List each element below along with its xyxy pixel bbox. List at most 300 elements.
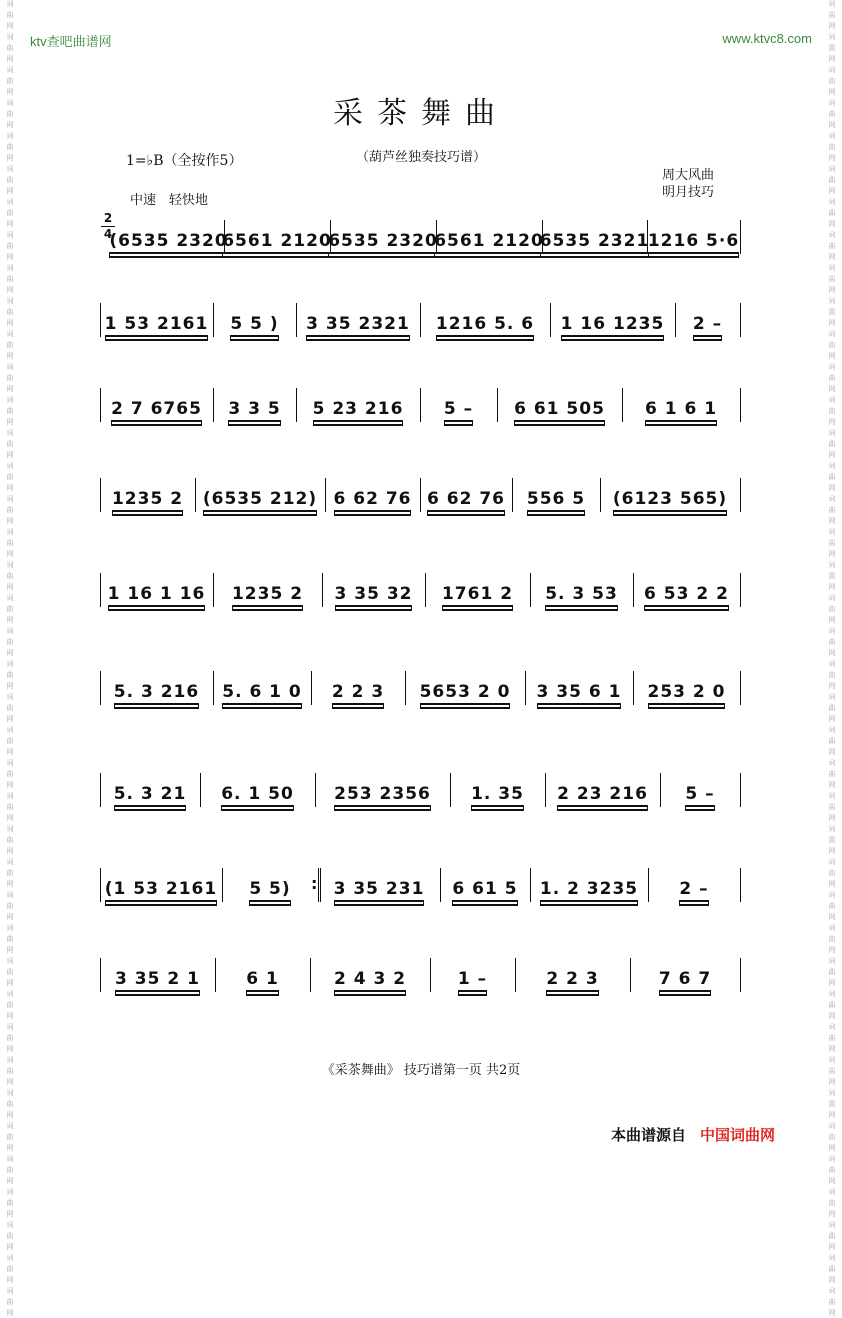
measure-notes: 3 35 6 1 — [537, 682, 622, 705]
measure-notes: 6 61 5 — [452, 879, 517, 902]
measure-notes: 6. 1 50 — [221, 784, 294, 807]
watermark-char: 曲 — [6, 770, 14, 778]
measure — [315, 663, 401, 723]
watermark-char: 网 — [6, 88, 14, 96]
watermark-char: 词 — [6, 1089, 14, 1097]
watermark-char: 网 — [828, 451, 836, 459]
measure-notes: (6535 212) — [203, 489, 317, 512]
watermark-char: 曲 — [828, 836, 836, 844]
staff-line-4 — [0, 470, 842, 530]
watermark-char: 曲 — [6, 374, 14, 382]
measure-notes: 1 – — [458, 969, 487, 992]
watermark-char: 词 — [6, 858, 14, 866]
measure-notes: 6 1 6 1 — [645, 399, 717, 422]
measure — [554, 295, 671, 355]
watermark-char: 曲 — [6, 869, 14, 877]
watermark-char: 词 — [6, 363, 14, 371]
watermark-char: 曲 — [6, 737, 14, 745]
bar-line — [530, 868, 531, 902]
tempo-marking: 中速 轻快地 — [130, 193, 209, 208]
watermark-char: 词 — [828, 1221, 836, 1229]
watermark-char: 曲 — [828, 11, 836, 19]
measure — [104, 663, 209, 723]
watermark-char: 网 — [6, 682, 14, 690]
watermark-char: 网 — [6, 1111, 14, 1119]
watermark-char: 曲 — [828, 440, 836, 448]
measure — [217, 663, 307, 723]
watermark-char: 词 — [828, 561, 836, 569]
measure-notes: 3 35 2321 — [306, 314, 410, 337]
bar-line — [440, 868, 441, 902]
measure-notes: 6 61 505 — [514, 399, 605, 422]
watermark-char: 词 — [6, 1254, 14, 1262]
measure — [534, 565, 629, 625]
measure-notes: 2 – — [693, 314, 722, 337]
measure — [217, 380, 292, 440]
bar-line — [100, 388, 101, 422]
watermark-char: 网 — [828, 550, 836, 558]
measure — [679, 295, 736, 355]
watermark-char: 网 — [828, 352, 836, 360]
staff-line-6 — [0, 663, 842, 723]
watermark-char: 曲 — [828, 242, 836, 250]
watermark-char: 曲 — [6, 1034, 14, 1042]
measure-notes: 5 – — [685, 784, 714, 807]
watermark-char: 词 — [6, 561, 14, 569]
measure-notes: 7 6 7 — [659, 969, 711, 992]
watermark-char: 网 — [828, 781, 836, 789]
watermark-char: 曲 — [828, 539, 836, 547]
watermark-char: 网 — [6, 319, 14, 327]
measure-notes: 5 – — [444, 399, 473, 422]
watermark-char: 曲 — [6, 605, 14, 613]
measure-notes: 1. 35 — [471, 784, 524, 807]
watermark-char: 曲 — [6, 1199, 14, 1207]
watermark-char: 曲 — [828, 506, 836, 514]
staff-line-9 — [0, 950, 842, 1010]
time-sig-bottom: 4 — [103, 227, 113, 241]
watermark-char: 词 — [6, 231, 14, 239]
watermark-char: 曲 — [828, 1199, 836, 1207]
bar-line — [315, 773, 316, 807]
bar-line — [100, 773, 101, 807]
watermark-char: 网 — [6, 154, 14, 162]
watermark-char: 词 — [828, 792, 836, 800]
measure — [429, 565, 526, 625]
watermark-char: 曲 — [828, 935, 836, 943]
measure — [199, 470, 321, 530]
watermark-char: 词 — [828, 264, 836, 272]
measure — [219, 950, 306, 1010]
watermark-char: 词 — [828, 66, 836, 74]
watermark-char: 曲 — [6, 803, 14, 811]
watermark-char: 曲 — [828, 1067, 836, 1075]
watermark-char: 网 — [828, 253, 836, 261]
watermark-char: 曲 — [828, 1100, 836, 1108]
bar-line — [740, 388, 741, 422]
measure-notes: 3 35 231 — [334, 879, 425, 902]
measure — [104, 860, 218, 920]
watermark-char: 曲 — [828, 176, 836, 184]
measure — [424, 470, 508, 530]
watermark-char: 网 — [828, 649, 836, 657]
watermark-char: 词 — [6, 198, 14, 206]
measure — [217, 295, 292, 355]
watermark-char: 词 — [6, 330, 14, 338]
watermark-char: 词 — [828, 495, 836, 503]
bar-line — [740, 573, 741, 607]
watermark-char: 曲 — [828, 407, 836, 415]
watermark-char: 网 — [828, 847, 836, 855]
watermark-char: 网 — [828, 814, 836, 822]
watermark-char: 网 — [828, 583, 836, 591]
measure-notes: 3 35 2 1 — [115, 969, 200, 992]
bar-line — [512, 478, 513, 512]
staff-line-7 — [0, 765, 842, 825]
bar-line — [630, 958, 631, 992]
site-url-right[interactable]: www.ktvc8.com — [722, 31, 812, 46]
watermark-char: 曲 — [828, 143, 836, 151]
watermark-char: 词 — [6, 1287, 14, 1295]
key-note: ♭B（全按作5） — [146, 153, 243, 169]
watermark-char: 曲 — [6, 77, 14, 85]
watermark-char: 词 — [828, 297, 836, 305]
watermark-char: 曲 — [6, 704, 14, 712]
watermark-char: 网 — [6, 253, 14, 261]
staff-line-5 — [0, 565, 842, 625]
watermark-char: 词 — [6, 264, 14, 272]
measure — [454, 765, 541, 825]
watermark-char: 曲 — [6, 1232, 14, 1240]
watermark-char: 词 — [6, 66, 14, 74]
watermark-char: 曲 — [6, 1133, 14, 1141]
watermark-char: 网 — [828, 22, 836, 30]
measure-notes: 5 5) — [249, 879, 290, 902]
watermark-char: 曲 — [828, 341, 836, 349]
watermark-char: 词 — [828, 957, 836, 965]
watermark-char: 曲 — [828, 704, 836, 712]
watermark-char: 词 — [6, 165, 14, 173]
watermark-char: 词 — [828, 462, 836, 470]
watermark-char: 网 — [6, 913, 14, 921]
measure-notes: 1216 5. 6 — [436, 314, 534, 337]
watermark-char: 曲 — [6, 836, 14, 844]
watermark-char: 词 — [6, 0, 14, 8]
watermark-char: 词 — [828, 759, 836, 767]
measure-notes: 1. 2 3235 — [540, 879, 638, 902]
key-label: 1= — [126, 153, 147, 169]
measure — [104, 950, 211, 1010]
measure — [434, 950, 511, 1010]
measure — [434, 212, 544, 272]
watermark-char: 曲 — [828, 770, 836, 778]
watermark-char: 词 — [6, 693, 14, 701]
bar-line — [200, 773, 201, 807]
watermark-char: 词 — [828, 1023, 836, 1031]
measure-notes: 6 62 76 — [427, 489, 505, 512]
watermark-char: 网 — [6, 1177, 14, 1185]
watermark-char: 网 — [6, 451, 14, 459]
measure — [322, 860, 436, 920]
watermark-char: 曲 — [6, 440, 14, 448]
measure — [328, 212, 438, 272]
measure — [109, 212, 228, 272]
watermark-char: 网 — [828, 286, 836, 294]
watermark-char: 词 — [828, 330, 836, 338]
watermark-char: 网 — [6, 1210, 14, 1218]
watermark-char: 词 — [828, 924, 836, 932]
watermark-char: 网 — [6, 616, 14, 624]
bar-line — [622, 388, 623, 422]
watermark-char: 曲 — [828, 1298, 836, 1306]
bar-line — [420, 478, 421, 512]
watermark-char: 词 — [828, 231, 836, 239]
measure-notes: 5653 2 0 — [420, 682, 511, 705]
watermark-char: 词 — [828, 429, 836, 437]
staff-line-3 — [0, 380, 842, 440]
bar-line — [740, 303, 741, 337]
bar-line — [213, 303, 214, 337]
measure-notes: (6535 2320 — [109, 231, 227, 254]
bar-line — [100, 958, 101, 992]
watermark-char: 词 — [6, 462, 14, 470]
watermark-char: 网 — [828, 1111, 836, 1119]
watermark-char: 网 — [6, 352, 14, 360]
watermark-char: 词 — [6, 990, 14, 998]
watermark-char: 曲 — [6, 407, 14, 415]
watermark-char: 词 — [828, 660, 836, 668]
measure — [647, 212, 740, 272]
measure-notes: (1 53 2161 — [105, 879, 217, 902]
measure-notes: 1235 2 — [232, 584, 303, 607]
bar-line — [450, 773, 451, 807]
measure-notes: 3 3 5 — [228, 399, 280, 422]
watermark-char: 词 — [6, 1155, 14, 1163]
watermark-char: 曲 — [6, 473, 14, 481]
measure — [444, 860, 526, 920]
measure-notes: (6123 565) — [613, 489, 727, 512]
watermark-char: 网 — [828, 715, 836, 723]
source-credit — [611, 1124, 775, 1145]
measure — [104, 470, 191, 530]
bar-line — [213, 573, 214, 607]
watermark-char: 词 — [6, 957, 14, 965]
bar-line — [740, 671, 741, 705]
bar-line — [420, 388, 421, 422]
watermark-char: 网 — [6, 22, 14, 30]
measure — [664, 765, 736, 825]
bar-line — [213, 671, 214, 705]
watermark-char: 曲 — [6, 539, 14, 547]
measure — [604, 470, 736, 530]
credits — [662, 167, 714, 201]
watermark-char: 曲 — [828, 44, 836, 52]
bar-line — [222, 868, 223, 902]
watermark-char: 网 — [828, 418, 836, 426]
measure-notes: 2 4 3 2 — [334, 969, 406, 992]
measure-notes: 6535 2320 — [328, 231, 438, 254]
measure-notes: 6 1 — [246, 969, 279, 992]
watermark-char: 网 — [828, 1276, 836, 1284]
measure-notes: 2 2 3 — [332, 682, 384, 705]
watermark-char: 词 — [6, 1122, 14, 1130]
watermark-char: 词 — [828, 1089, 836, 1097]
watermark-char: 网 — [6, 1243, 14, 1251]
watermark-char: 网 — [6, 517, 14, 525]
measure — [204, 765, 311, 825]
source-site-link[interactable]: 中国词曲网 — [700, 1126, 776, 1144]
bar-line — [296, 303, 297, 337]
watermark-char: 曲 — [6, 308, 14, 316]
measure-notes: 5. 3 53 — [545, 584, 618, 607]
watermark-char: 曲 — [828, 275, 836, 283]
score-title: 采茶舞曲 — [333, 96, 509, 131]
watermark-char: 词 — [6, 396, 14, 404]
watermark-char: 词 — [6, 528, 14, 536]
measure — [539, 212, 650, 272]
watermark-char: 曲 — [6, 506, 14, 514]
watermark-char: 曲 — [828, 1265, 836, 1273]
watermark-char: 词 — [828, 825, 836, 833]
bar-line — [740, 958, 741, 992]
bar-line — [660, 773, 661, 807]
bar-line — [100, 478, 101, 512]
measure-notes: 1235 2 — [112, 489, 183, 512]
bar-line — [311, 671, 312, 705]
bar-line — [740, 478, 741, 512]
measure — [300, 295, 416, 355]
measure-notes: 5 23 216 — [313, 399, 404, 422]
watermark-char: 网 — [828, 517, 836, 525]
watermark-char: 词 — [6, 825, 14, 833]
measure — [104, 765, 196, 825]
watermark-char: 词 — [828, 858, 836, 866]
watermark-char: 曲 — [6, 968, 14, 976]
watermark-char: 网 — [6, 583, 14, 591]
watermark-char: 网 — [828, 946, 836, 954]
watermark-char: 曲 — [6, 11, 14, 19]
watermark-char: 网 — [6, 121, 14, 129]
watermark-char: 网 — [828, 385, 836, 393]
measure-notes: 1761 2 — [442, 584, 513, 607]
watermark-char: 曲 — [6, 275, 14, 283]
bar-line — [497, 388, 498, 422]
measure — [637, 565, 736, 625]
page-footer: 《采茶舞曲》 技巧谱第一页 共2页 — [321, 1063, 521, 1078]
measure-notes: 5. 6 1 0 — [222, 682, 302, 705]
measure — [314, 950, 426, 1010]
staff-line-2 — [0, 295, 842, 355]
watermark-char: 曲 — [828, 374, 836, 382]
watermark-char: 曲 — [6, 902, 14, 910]
watermark-char: 曲 — [6, 935, 14, 943]
watermark-char: 曲 — [6, 110, 14, 118]
measure — [529, 663, 629, 723]
watermark-char: 词 — [828, 990, 836, 998]
watermark-char: 曲 — [828, 737, 836, 745]
watermark-char: 词 — [828, 1056, 836, 1064]
bar-line — [215, 958, 216, 992]
measure — [326, 565, 421, 625]
measure-notes: 2 – — [679, 879, 708, 902]
watermark-char: 词 — [6, 132, 14, 140]
bar-line — [195, 478, 196, 512]
watermark-char: 网 — [828, 121, 836, 129]
watermark-char: 曲 — [6, 341, 14, 349]
watermark-char: 词 — [6, 726, 14, 734]
bar-line — [740, 773, 741, 807]
watermark-char: 词 — [828, 99, 836, 107]
bar-line — [740, 220, 741, 254]
watermark-char: 网 — [6, 1144, 14, 1152]
watermark-char: 网 — [828, 682, 836, 690]
watermark-char: 网 — [828, 913, 836, 921]
watermark-char: 曲 — [6, 1067, 14, 1075]
measure — [501, 380, 618, 440]
measure-notes: 5. 3 216 — [114, 682, 199, 705]
watermark-char: 词 — [6, 627, 14, 635]
bar-line — [100, 303, 101, 337]
watermark-char: 曲 — [6, 1298, 14, 1306]
watermark-char: 网 — [828, 319, 836, 327]
measure — [637, 663, 736, 723]
watermark-char: 网 — [828, 1243, 836, 1251]
watermark-char: 曲 — [828, 1034, 836, 1042]
measure — [519, 950, 626, 1010]
site-name-left[interactable]: ktv查吧曲谱网 — [30, 34, 112, 49]
measure-notes: 5 5 ) — [230, 314, 278, 337]
watermark-char: 词 — [6, 759, 14, 767]
watermark-char: 曲 — [828, 968, 836, 976]
watermark-char: 曲 — [6, 1001, 14, 1009]
watermark-char: 曲 — [828, 209, 836, 217]
measure-notes: 6 53 2 2 — [644, 584, 729, 607]
watermark-char: 网 — [6, 550, 14, 558]
bar-line — [296, 388, 297, 422]
measure — [104, 380, 209, 440]
watermark-char: 词 — [828, 1155, 836, 1163]
watermark-char: 词 — [828, 1254, 836, 1262]
bar-line — [530, 573, 531, 607]
staff-line-8 — [0, 860, 842, 920]
composer-name: 周大风曲 — [662, 168, 715, 183]
watermark-char: 词 — [828, 1188, 836, 1196]
watermark-char: 网 — [6, 847, 14, 855]
measure — [300, 380, 416, 440]
watermark-char: 网 — [6, 286, 14, 294]
measure-notes: 5. 3 21 — [114, 784, 187, 807]
bar-line — [545, 773, 546, 807]
watermark-char: 网 — [6, 1078, 14, 1086]
measure-notes: 2 7 6765 — [111, 399, 202, 422]
watermark-char: 网 — [828, 154, 836, 162]
watermark-char: 曲 — [828, 671, 836, 679]
measure — [409, 663, 521, 723]
watermark-char: 词 — [828, 594, 836, 602]
watermark-char: 曲 — [828, 902, 836, 910]
watermark-char: 词 — [828, 726, 836, 734]
measure — [222, 212, 332, 272]
bar-line — [310, 958, 311, 992]
watermark-char: 网 — [828, 1078, 836, 1086]
measure — [329, 470, 416, 530]
watermark-char: 网 — [828, 880, 836, 888]
watermark-char: 网 — [828, 1045, 836, 1053]
watermark-char: 词 — [828, 0, 836, 8]
measure — [104, 295, 209, 355]
watermark-char: 网 — [6, 1309, 14, 1317]
watermark-char: 网 — [6, 385, 14, 393]
